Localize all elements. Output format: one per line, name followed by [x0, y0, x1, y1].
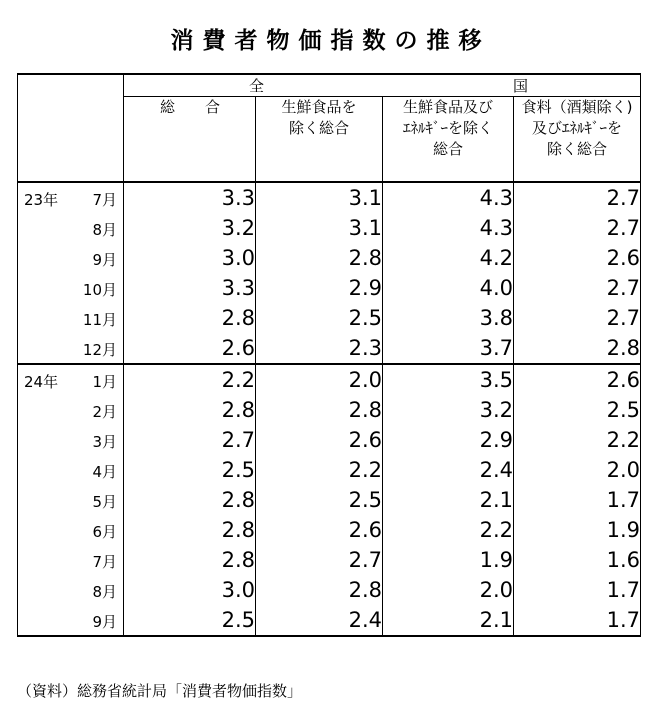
- value-cell: 2.2: [256, 455, 383, 485]
- column-header-line: 除く総合: [547, 140, 608, 158]
- column-header-line: 総合: [432, 140, 463, 158]
- value-cell: 2.5: [124, 605, 256, 636]
- value-cell: 2.0: [514, 455, 641, 485]
- table-row: [18, 545, 641, 575]
- value-cell: 2.0: [383, 575, 514, 605]
- table-row: [18, 273, 641, 303]
- row-month: 10月: [82, 281, 117, 299]
- value-cell: 2.7: [256, 545, 383, 575]
- row-month: 7月: [92, 553, 117, 571]
- value-cell: 2.4: [383, 455, 514, 485]
- column-header-line: 生鮮食品を: [281, 98, 357, 116]
- value-cell: 2.7: [514, 273, 641, 303]
- value-cell: 2.9: [383, 425, 514, 455]
- value-cell: 2.4: [256, 605, 383, 636]
- value-cell: 2.7: [514, 213, 641, 243]
- group-header-char: 全: [249, 77, 267, 95]
- table-row: [18, 395, 641, 425]
- value-cell: 2.6: [256, 515, 383, 545]
- row-label: [18, 273, 124, 303]
- value-cell: 2.2: [124, 364, 256, 395]
- row-month: 11月: [82, 311, 117, 329]
- column-header-line: 生鮮食品及び: [402, 98, 493, 116]
- value-cell: 2.8: [124, 545, 256, 575]
- value-cell: 1.7: [514, 485, 641, 515]
- column-header-core: [256, 97, 383, 183]
- row-label: [18, 395, 124, 425]
- value-cell: 2.7: [514, 303, 641, 333]
- table-row: [18, 333, 641, 364]
- row-label: [18, 485, 124, 515]
- table-row: [18, 425, 641, 455]
- table-row: [18, 182, 641, 213]
- group-header-zenkoku: [124, 74, 641, 97]
- table-row: [18, 515, 641, 545]
- column-header-sogo: [124, 97, 256, 183]
- value-cell: 2.6: [124, 333, 256, 364]
- row-label: [18, 243, 124, 273]
- row-month: 9月: [92, 251, 117, 269]
- row-year: 24年: [24, 373, 59, 391]
- row-label: [18, 605, 124, 636]
- value-cell: 2.7: [124, 425, 256, 455]
- row-label: [18, 425, 124, 455]
- value-cell: 2.8: [124, 485, 256, 515]
- value-cell: 2.6: [514, 243, 641, 273]
- corner-cell: [18, 74, 124, 182]
- value-cell: 2.6: [514, 364, 641, 395]
- value-cell: 2.1: [383, 605, 514, 636]
- table-row: [18, 485, 641, 515]
- value-cell: 3.7: [383, 333, 514, 364]
- column-header-core-core: [383, 97, 514, 183]
- value-cell: 1.9: [383, 545, 514, 575]
- table-row: [18, 243, 641, 273]
- table-row: [18, 575, 641, 605]
- column-header-food-energy: [514, 97, 641, 183]
- value-cell: 3.5: [383, 364, 514, 395]
- row-label: [18, 575, 124, 605]
- source-note: （資料）総務省統計局「消費者物価指数」: [17, 682, 303, 700]
- value-cell: 2.1: [383, 485, 514, 515]
- row-year: 23年: [24, 191, 59, 209]
- value-cell: 2.2: [383, 515, 514, 545]
- value-cell: 1.6: [514, 545, 641, 575]
- value-cell: 3.1: [256, 182, 383, 213]
- row-month: 5月: [92, 493, 117, 511]
- value-cell: 2.3: [256, 333, 383, 364]
- value-cell: 3.3: [124, 273, 256, 303]
- row-label: [18, 455, 124, 485]
- value-cell: 1.7: [514, 575, 641, 605]
- value-cell: 2.9: [256, 273, 383, 303]
- value-cell: 2.5: [124, 455, 256, 485]
- row-label: [18, 364, 124, 395]
- page-title: 消費者物価指数の推移: [170, 28, 491, 54]
- row-label: [18, 515, 124, 545]
- value-cell: 2.8: [124, 395, 256, 425]
- column-header-line: 総: [160, 98, 176, 116]
- column-header-line: 食料（酒類除く): [521, 98, 633, 116]
- row-label: [18, 545, 124, 575]
- value-cell: 2.8: [514, 333, 641, 364]
- value-cell: 4.2: [383, 243, 514, 273]
- row-month: 9月: [92, 613, 117, 631]
- table-row: [18, 605, 641, 636]
- value-cell: 4.3: [383, 213, 514, 243]
- value-cell: 3.0: [124, 243, 256, 273]
- column-header-line: 及びｴﾈﾙｷﾞｰを: [532, 119, 623, 137]
- value-cell: 2.8: [256, 575, 383, 605]
- value-cell: 2.0: [256, 364, 383, 395]
- value-cell: 2.5: [256, 303, 383, 333]
- value-cell: 2.7: [514, 182, 641, 213]
- value-cell: 1.9: [514, 515, 641, 545]
- value-cell: 3.2: [124, 213, 256, 243]
- value-cell: 2.8: [124, 515, 256, 545]
- row-month: 7月: [92, 191, 117, 209]
- row-month: 8月: [92, 221, 117, 239]
- table-row: [18, 364, 641, 395]
- row-label: [18, 333, 124, 364]
- column-header-line: ｴﾈﾙｷﾞｰを除く: [402, 119, 493, 137]
- row-month: 6月: [92, 523, 117, 541]
- row-month: 12月: [82, 341, 117, 359]
- value-cell: 4.3: [383, 182, 514, 213]
- column-header-line: 除く総合: [288, 119, 349, 137]
- group-header-char: 国: [513, 77, 531, 95]
- row-label: [18, 303, 124, 333]
- value-cell: 3.1: [256, 213, 383, 243]
- value-cell: 2.2: [514, 425, 641, 455]
- value-cell: 2.8: [256, 395, 383, 425]
- value-cell: 2.5: [514, 395, 641, 425]
- cpi-table: [17, 73, 641, 637]
- value-cell: 2.5: [256, 485, 383, 515]
- table-row: [18, 213, 641, 243]
- value-cell: 3.0: [124, 575, 256, 605]
- column-header-line: 合: [204, 98, 220, 116]
- table-row: [18, 455, 641, 485]
- value-cell: 4.0: [383, 273, 514, 303]
- value-cell: 2.8: [124, 303, 256, 333]
- row-label: [18, 182, 124, 213]
- value-cell: 3.2: [383, 395, 514, 425]
- value-cell: 3.3: [124, 182, 256, 213]
- row-month: 1月: [92, 373, 117, 391]
- table-row: [18, 303, 641, 333]
- row-month: 4月: [92, 463, 117, 481]
- row-month: 2月: [92, 403, 117, 421]
- value-cell: 3.8: [383, 303, 514, 333]
- value-cell: 2.8: [256, 243, 383, 273]
- value-cell: 1.7: [514, 605, 641, 636]
- value-cell: 2.6: [256, 425, 383, 455]
- row-month: 8月: [92, 583, 117, 601]
- row-label: [18, 213, 124, 243]
- row-month: 3月: [92, 433, 117, 451]
